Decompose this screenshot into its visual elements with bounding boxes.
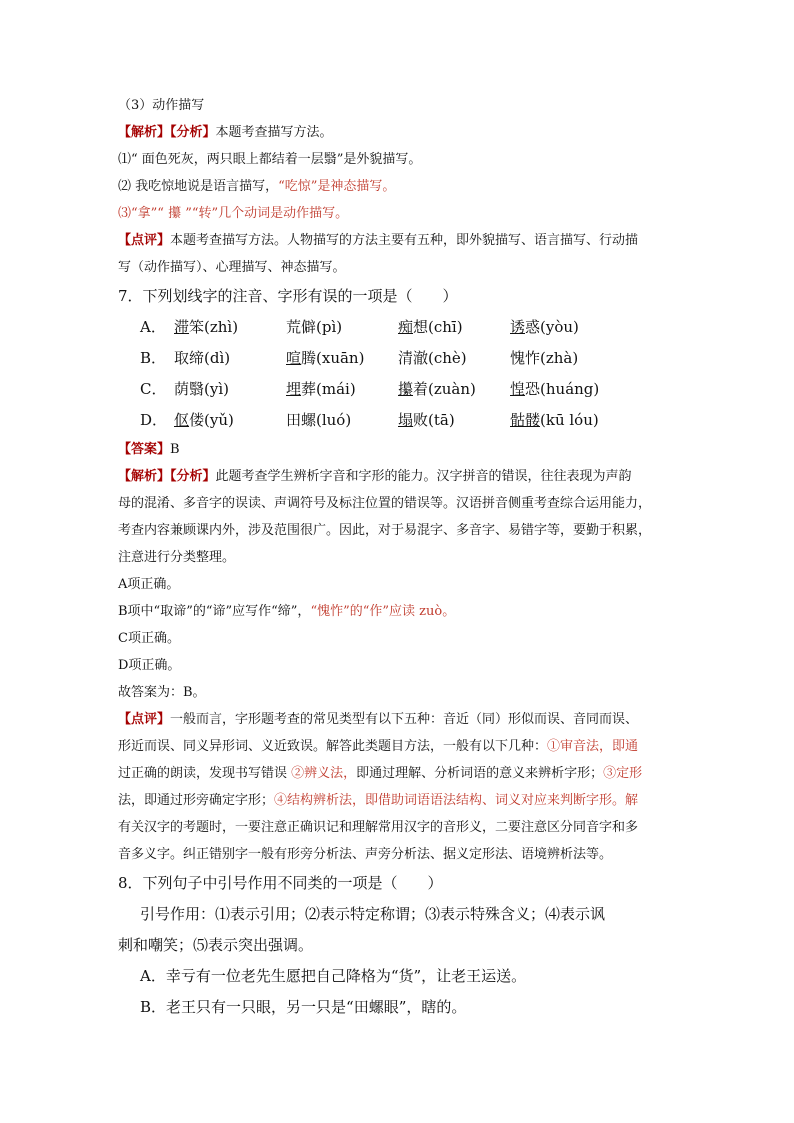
a-correct-line: A项正确。	[118, 577, 180, 592]
q7-comment-line-2: 形近而误、同义异形词、义近致误。解答此类题目方法，一般有以下几种：①审音法，即通	[118, 739, 639, 754]
option-item: 痴想(chī)	[398, 318, 463, 336]
option-item: 攥着(zuàn)	[398, 380, 476, 398]
question-7-options	[140, 312, 678, 436]
q8-intro-line-1: 引号作用：⑴表示引用；⑵表示特定称谓；⑶表示特殊含义；⑷表示讽	[140, 905, 606, 923]
answer-value: B	[170, 442, 180, 457]
c-correct-line: C项正确。	[118, 631, 180, 646]
option-label: B．	[140, 349, 167, 367]
option-label: C．	[140, 380, 167, 398]
option-item: 喧腾(xuān)	[286, 349, 365, 367]
analysis-line	[118, 119, 678, 146]
q7-analysis-line-2: 母的混淆、多音字的误读、声调符号及标注位置的错误等。汉语拼音侧重考查综合运用能力，	[118, 496, 652, 511]
analysis-tag: 【解析】【分析】	[118, 125, 216, 140]
comment-tag: 【点评】	[118, 712, 171, 727]
analysis-point-2	[118, 173, 678, 200]
comment-line-1	[118, 227, 678, 254]
b-error-line: B项中“取谛”的“谛”应写作“缔”，“愧怍”的“作”应读 zuò。	[118, 604, 456, 619]
q7-analysis-line-4: 注意进行分类整理。	[118, 550, 236, 565]
option-item: 荒僻(pì)	[286, 318, 343, 336]
section-heading: （3）动作描写	[118, 98, 205, 113]
analysis-point-2-a: ⑵ 我吃惊地说是语言描写，	[118, 179, 279, 194]
page-content	[118, 92, 678, 1023]
comment-line-2: 写（动作描写）、心理描写、神态描写。	[118, 260, 346, 275]
comment-text-1: 本题考查描写方法。人物描写的方法主要有五种，即外貌描写、语言描写、行动描	[170, 233, 639, 248]
q8-option-a: A．幸亏有一位老先生愿把自己降格为“货”，让老王运送。	[140, 967, 527, 985]
q7-comment-line-3: 过正确的朗读，发现书写错误 ②辨义法，即通过理解、分析词语的意义来辨析字形；③定形	[118, 766, 643, 781]
option-item: 取缔(dì)	[174, 349, 231, 367]
option-item: 滞笨(zhì)	[174, 318, 239, 336]
question-8-title: 8．下列句子中引号作用不同类的一项是（ ）	[118, 874, 443, 892]
option-c	[140, 374, 678, 405]
comment-tag: 【点评】	[118, 233, 171, 248]
q8-option-b: B．老王只有一只眼，另一只是“田螺眼”，瞎的。	[140, 998, 467, 1016]
option-label: A．	[140, 318, 166, 336]
analysis-text: 本题考查描写方法。	[215, 125, 333, 140]
analysis-point-3: ⑶“拿”“ 攥 ”“转”几个动词是动作描写。	[118, 206, 349, 221]
analysis-tag: 【解析】【分析】	[118, 469, 216, 484]
option-d	[140, 405, 678, 436]
q7-analysis-line-1: 【解析】【分析】此题考查学生辨析字音和字形的能力。汉字拼音的错误，往往表现为声韵	[118, 469, 632, 484]
q8-intro-line-2: 刺和嘲笑；⑸表示突出强调。	[118, 936, 314, 954]
option-item: 埋葬(mái)	[286, 380, 356, 398]
answer-tag: 【答案】	[118, 442, 171, 457]
option-item: 骷髅(kū lóu)	[510, 411, 599, 429]
q7-analysis-line-3: 考查内容兼顾课内外，涉及范围很广。因此，对于易混字、多音字、易错字等，要勤于积累，	[118, 523, 652, 538]
q7-comment-line-6: 音多义字。纠正错别字一般有形旁分析法、声旁分析法、据义定形法、语境辨析法等。	[118, 847, 613, 862]
q7-comment-line-1: 【点评】一般而言，字形题考查的常见类型有以下五种：音近（同）形似而误、音同而误、	[118, 712, 639, 727]
option-item: 塌败(tā)	[398, 411, 455, 429]
option-item: 荫翳(yì)	[174, 380, 229, 398]
analysis-point-2-b: “吃惊”是神态描写。	[278, 179, 396, 194]
answer-line	[118, 436, 678, 463]
option-a	[140, 312, 678, 343]
q7-comment-line-5: 有关汉字的考题时，一要注意正确识记和理解常用汉字的音形义，二要注意区分同音字和多	[118, 820, 639, 835]
option-b	[140, 343, 678, 374]
option-item: 诱惑(yòu)	[510, 318, 579, 336]
option-item: 愧怍(zhà)	[510, 349, 579, 367]
option-item: 清澈(chè)	[398, 349, 467, 367]
final-answer-line: 故答案为：B。	[118, 685, 206, 700]
option-label: D．	[140, 411, 168, 429]
analysis-point-1: ⑴“ 面色死灰，两只眼上都结着一层翳”是外貌描写。	[118, 152, 422, 167]
d-correct-line: D项正确。	[118, 658, 181, 673]
option-item: 田螺(luó)	[286, 411, 352, 429]
q7-comment-line-4: 法，即通过形旁确定字形；④结构辨析法，即借助词语语法结构、词义对应来判断字形。解	[118, 793, 639, 808]
question-7-title: 7．下列划线字的注音、字形有误的一项是（ ）	[118, 287, 458, 305]
option-item: 伛偻(yǔ)	[174, 411, 234, 429]
option-item: 惶恐(huáng)	[510, 380, 600, 398]
